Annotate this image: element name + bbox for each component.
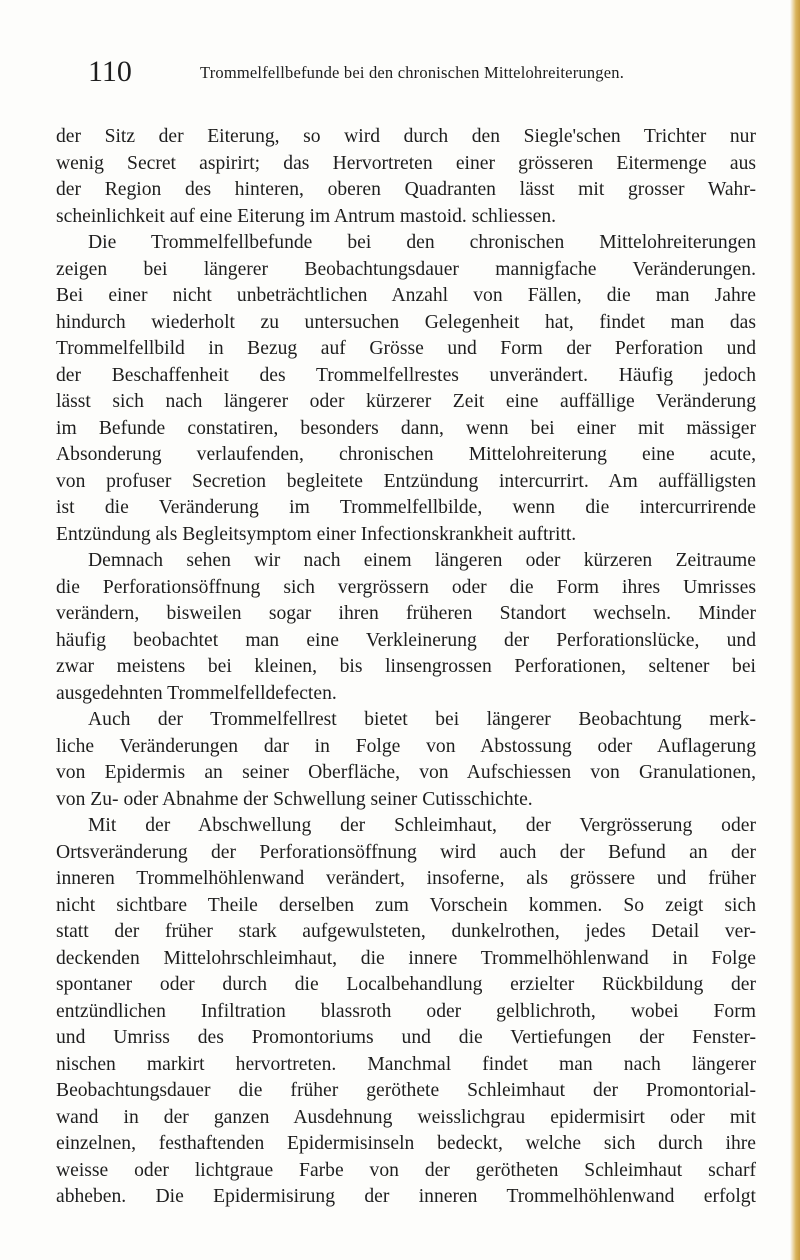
text-line: von Zu- oder Abnahme der Schwellung seiner Cutisschichte.	[56, 788, 533, 810]
text-line: Demnach sehen wir nach einem längeren oder kürzeren Zeitraume	[88, 550, 756, 571]
text-line: entzündlichen Infiltration blassroth oder gelblichroth, wobei Form	[56, 1000, 756, 1022]
running-head: Trommelfellbefunde bei den chronischen Mittelohreiterungen.	[200, 63, 625, 82]
text-line: inneren Trommelhöhlenwand verändert, insoferne, als grössere und früher	[56, 868, 756, 889]
text-line: häufig beobachtet man eine Verkleinerung der Perforationslücke, und	[56, 629, 756, 651]
text-line: im Befunde constatiren, besonders dann, wenn bei einer mit mässiger	[56, 417, 756, 439]
text-line: verändern, bisweilen sogar ihren früheren Standort wechseln. Minder	[56, 603, 756, 624]
text-line: der Beschaffenheit des Trommelfellrestes unverändert. Häufig jedoch	[56, 364, 756, 386]
text-line: statt der früher stark aufgewulsteten, dunkelrothen, jedes Detail ver-	[56, 921, 756, 942]
text-line: Entzündung als Begleitsymptom einer Infectionskrankheit auftritt.	[56, 523, 577, 545]
text-line: Beobachtungsdauer die früher geröthete Schleimhaut der Promontorial-	[56, 1080, 756, 1101]
text-line: die Perforationsöffnung sich vergrössern oder die Form ihres Umrisses	[56, 576, 756, 598]
text-line: wenig Secret aspirirt; das Hervortreten einer grösseren Eitermenge aus	[56, 152, 756, 174]
text-line: wand in der ganzen Ausdehnung weisslichgrau epidermisirt oder mit	[56, 1106, 756, 1128]
text-line: Trommelfellbild in Bezug auf Grösse und Form der Perforation und	[56, 338, 756, 359]
text-line: von Epidermis an seiner Oberfläche, von Aufschiessen von Granulationen,	[56, 762, 756, 783]
text-line: scheinlichkeit auf eine Eiterung im Antrum mastoid. schliessen.	[56, 205, 557, 227]
page-edge-stain	[790, 0, 800, 1260]
text-line: nicht sichtbare Theile derselben zum Vorschein kommen. So zeigt sich	[56, 894, 756, 916]
text-line: ist die Veränderung im Trommelfellbilde, wenn die intercurrirende	[56, 497, 756, 518]
page-number: 110	[88, 55, 132, 88]
text-line: lässt sich nach längerer oder kürzerer Zeit eine auffällige Veränderung	[56, 391, 756, 412]
text-line: von profuser Secretion begleitete Entzündung intercurrirt. Am auffälligsten	[56, 470, 756, 492]
text-line: Absonderung verlaufenden, chronischen Mittelohreiterung eine acute,	[56, 444, 756, 465]
text-line: Auch der Trommelfellrest bietet bei längerer Beobachtung merk-	[88, 709, 756, 730]
text-line: der Region des hinteren, oberen Quadranten lässt mit grosser Wahr-	[56, 179, 756, 200]
text-line: zeigen bei längerer Beobachtungsdauer mannigfache Veränderungen.	[56, 258, 756, 280]
text-line: weisse oder lichtgraue Farbe von der gerötheten Schleimhaut scharf	[56, 1159, 756, 1181]
text-line: Ortsveränderung der Perforationsöffnung wird auch der Befund an der	[56, 841, 756, 863]
page-header	[56, 52, 756, 92]
text-line: deckenden Mittelohrschleimhaut, die innere Trommelhöhlenwand in Folge	[56, 947, 756, 969]
text-line: Mit der Abschwellung der Schleimhaut, der Vergrösserung oder	[88, 815, 756, 836]
text-line: und Umriss des Promontoriums und die Vertiefungen der Fenster-	[56, 1027, 756, 1048]
body-text	[56, 124, 756, 1211]
text-line: nischen markirt hervortreten. Manchmal findet man nach längerer	[56, 1053, 756, 1075]
text-line: einzelnen, festhaftenden Epidermisinseln bedeckt, welche sich durch ihre	[56, 1133, 756, 1154]
text-line: ausgedehnten Trommelfelldefecten.	[56, 682, 337, 704]
text-line: abheben. Die Epidermisirung der inneren Trommelhöhlenwand erfolgt	[56, 1186, 756, 1207]
text-line: der Sitz der Eiterung, so wird durch den Siegle'schen Trichter nur	[56, 126, 756, 147]
text-line: liche Veränderungen dar in Folge von Abstossung oder Auflagerung	[56, 735, 756, 757]
text-line: Die Trommelfellbefunde bei den chronischen Mittelohreiterungen	[88, 232, 756, 253]
text-line: spontaner oder durch die Localbehandlung erzielter Rückbildung der	[56, 974, 756, 995]
text-line: Bei einer nicht unbeträchtlichen Anzahl von Fällen, die man Jahre	[56, 285, 756, 306]
text-line: zwar meistens bei kleinen, bis linsengrossen Perforationen, seltener bei	[56, 656, 756, 677]
text-line: hindurch wiederholt zu untersuchen Gelegenheit hat, findet man das	[56, 311, 756, 333]
